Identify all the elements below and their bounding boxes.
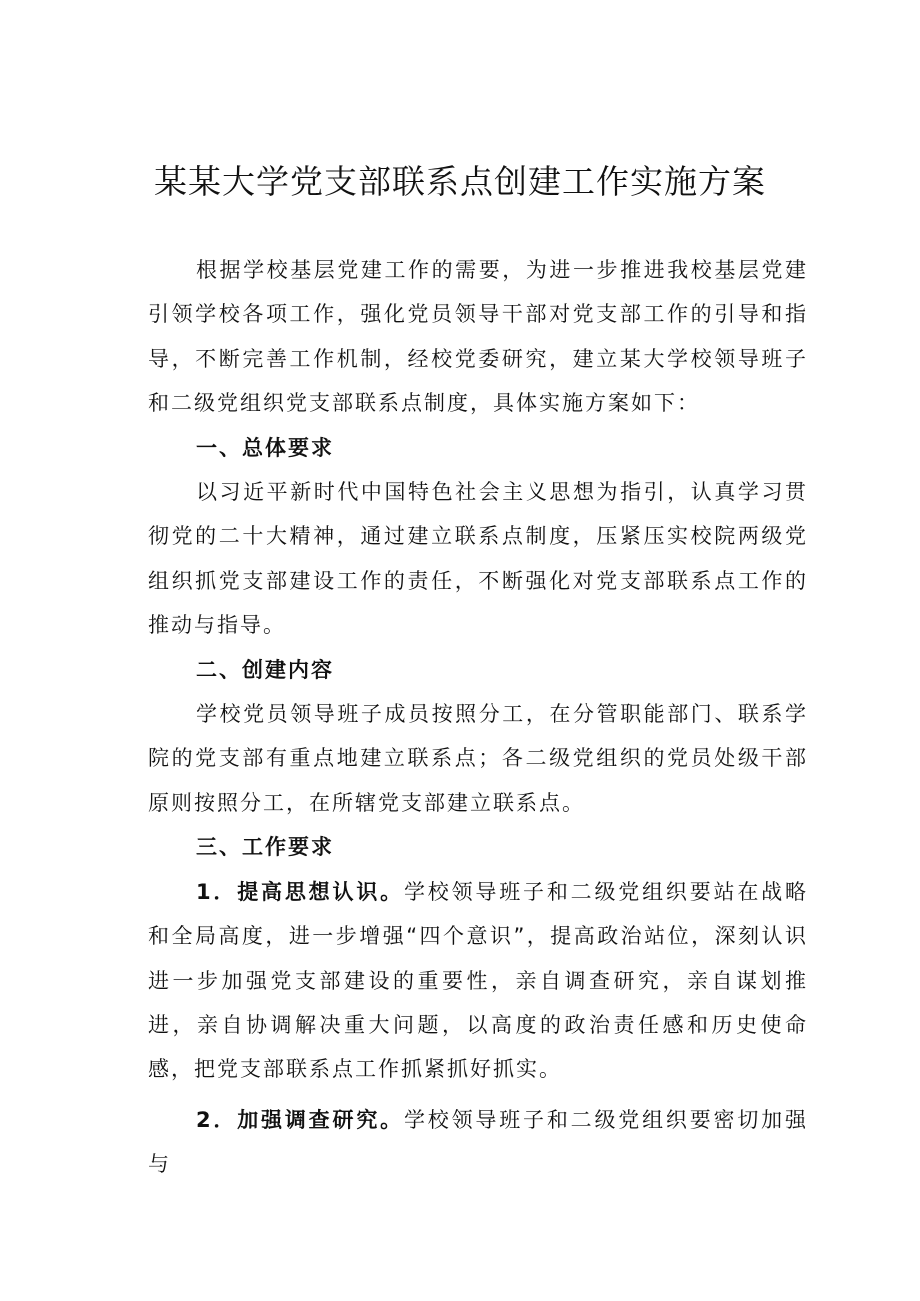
section-paragraph-general-requirements: 以习近平新时代中国特色社会主义思想为指引，认真学习贯彻党的二十大精神，通过建立联系点制度，压紧压实校院两级党组织抓党支部建设工作的责任，不断强化对党支部联系点工作的推动与指导。 — [148, 480, 808, 638]
section-heading-general-requirements: 一、总体要求 — [196, 435, 334, 460]
work-requirement-lead: 1．提高思想认识。 — [196, 879, 404, 904]
intro-paragraph: 根据学校基层党建工作的需要，为进一步推进我校基层党建引领学校各项工作，强化党员领导干部对党支部工作的引导和指导，不断完善工作机制，经校党委研究，建立某大学校领导班子和二级党组织党支部联系点制度，具体实施方案如下： — [148, 258, 808, 416]
work-requirement-text: 学校领导班子和二级党组织要密切加强与 — [148, 1107, 808, 1177]
document-title: 某某大学党支部联系点创建工作实施方案 — [154, 162, 766, 201]
section-heading-creation-content: 二、创建内容 — [196, 657, 334, 682]
work-requirement-item — [148, 870, 808, 1092]
work-requirement-item — [148, 1098, 808, 1187]
work-requirement-text: 学校领导班子和二级党组织要站在战略和全局高度，进一步增强“四个意识”，提高政治站位，深刻认识进一步加强党支部建设的重要性，亲自调查研究，亲自谋划推进，亲自协调解决重大问题，以高度的政治责任感和历史使命感，把党支部联系点工作抓紧抓好抓实。 — [148, 879, 808, 1082]
section-paragraph-creation-content: 学校党员领导班子成员按照分工，在分管职能部门、联系学院的党支部有重点地建立联系点；各二级党组织的党员处级干部原则按照分工，在所辖党支部建立联系点。 — [148, 702, 808, 815]
document-body — [148, 248, 808, 1187]
work-requirement-lead: 2．加强调查研究。 — [196, 1107, 404, 1132]
section-heading-work-requirements: 三、工作要求 — [196, 835, 334, 860]
